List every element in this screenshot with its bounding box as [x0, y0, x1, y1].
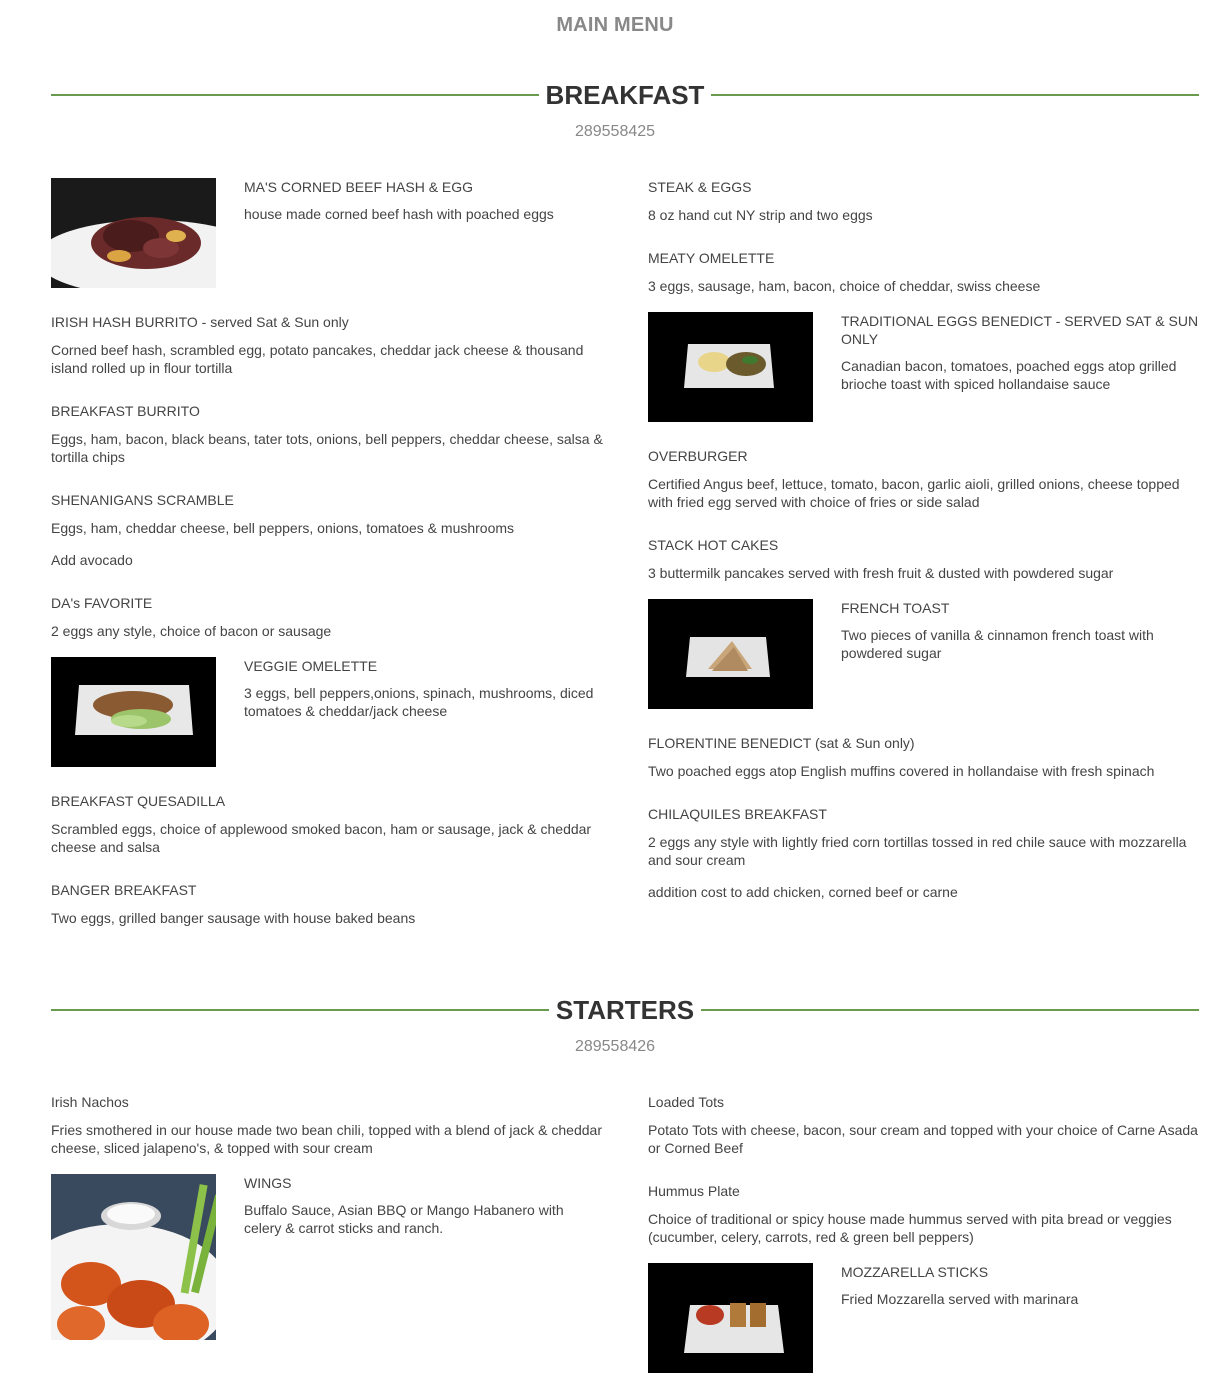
- item-name: Hummus Plate: [648, 1183, 740, 1199]
- menu-item[interactable]: [51, 491, 603, 569]
- menu-item[interactable]: [648, 249, 1200, 295]
- item-description: Choice of traditional or spicy house made hummus served with pita bread or veggies (cucumber, celery, carrots, red & green bell peppers): [648, 1211, 1172, 1245]
- menu-item[interactable]: [648, 805, 1200, 901]
- menu-item[interactable]: [648, 599, 1200, 709]
- divider: [51, 94, 539, 96]
- item-description: 2 eggs any style with lightly fried corn tortillas tossed in red chile sauce with mozzarella and sour cream: [648, 834, 1187, 868]
- menu-item[interactable]: [51, 402, 603, 466]
- starters-right-column: [648, 1093, 1200, 1373]
- menu-item[interactable]: [51, 1093, 603, 1157]
- menu-item[interactable]: [648, 312, 1200, 422]
- item-name: DA's FAVORITE: [51, 595, 153, 611]
- breakfast-right-column: [648, 178, 1200, 901]
- section-id: 289558425: [574, 123, 656, 140]
- item-photo-eggs-benedict: [648, 312, 813, 422]
- menu-item[interactable]: [648, 1093, 1200, 1157]
- item-description: 3 buttermilk pancakes served with fresh fruit & dusted with powdered sugar: [648, 565, 1114, 581]
- item-name: MEATY OMELETTE: [648, 250, 775, 266]
- item-name: TRADITIONAL EGGS BENEDICT - SERVED SAT & SUN ONLY: [841, 313, 1199, 347]
- item-name: IRISH HASH BURRITO - served Sat & Sun only: [51, 314, 349, 330]
- item-photo-veggie-omelette: [51, 657, 216, 767]
- section-title: BREAKFAST: [545, 80, 705, 110]
- item-name: MOZZARELLA STICKS: [841, 1264, 989, 1280]
- item-name: FLORENTINE BENEDICT (sat & Sun only): [648, 735, 915, 751]
- item-name: SHENANIGANS SCRAMBLE: [51, 492, 234, 508]
- item-photo-french-toast: [648, 599, 813, 709]
- item-description: 3 eggs, bell peppers,onions, spinach, mushrooms, diced tomatoes & cheddar/jack cheese: [244, 685, 594, 719]
- menu-item[interactable]: [51, 313, 603, 377]
- menu-item[interactable]: [648, 178, 1200, 224]
- item-description: Scrambled eggs, choice of applewood smoked bacon, ham or sausage, jack & cheddar cheese and salsa: [51, 821, 592, 855]
- item-name: STACK HOT CAKES: [648, 537, 779, 553]
- item-name: FRENCH TOAST: [841, 600, 950, 616]
- menu-item[interactable]: [51, 657, 603, 767]
- divider: [711, 94, 1199, 96]
- item-description: 3 eggs, sausage, ham, bacon, choice of cheddar, swiss cheese: [648, 278, 1041, 294]
- item-name: STEAK & EGGS: [648, 179, 752, 195]
- menu-item[interactable]: [648, 447, 1200, 511]
- item-description: Two eggs, grilled banger sausage with house baked beans: [51, 910, 416, 926]
- divider: [51, 1009, 549, 1011]
- menu-item[interactable]: [51, 1174, 603, 1340]
- item-description: Fried Mozzarella served with marinara: [841, 1291, 1079, 1307]
- item-description: Buffalo Sauce, Asian BBQ or Mango Habanero with celery & carrot sticks and ranch.: [244, 1202, 564, 1236]
- item-photo-mozzarella-sticks: [648, 1263, 813, 1373]
- item-description: Eggs, ham, bacon, black beans, tater tots, onions, bell peppers, cheddar cheese, salsa & tortilla chips: [51, 431, 603, 465]
- page-title: MAIN MENU: [556, 14, 674, 36]
- item-name: Loaded Tots: [648, 1094, 725, 1110]
- item-name: BREAKFAST BURRITO: [51, 403, 200, 419]
- item-name: OVERBURGER: [648, 448, 748, 464]
- item-description: 8 oz hand cut NY strip and two eggs: [648, 207, 873, 223]
- item-description: Certified Angus beef, lettuce, tomato, bacon, garlic aioli, grilled onions, cheese topped with fried egg served with choice of fries or side salad: [648, 476, 1180, 510]
- menu-item[interactable]: [648, 1182, 1200, 1246]
- item-description: Corned beef hash, scrambled egg, potato pancakes, cheddar jack cheese & thousand island rolled up in flour tortilla: [51, 342, 584, 376]
- item-name: WINGS: [244, 1175, 292, 1191]
- section-header-starters: [51, 993, 1199, 1027]
- section-header-breakfast: [51, 78, 1199, 112]
- divider: [701, 1009, 1199, 1011]
- item-addon: addition cost to add chicken, corned beef or carne: [648, 884, 958, 900]
- item-description: Fries smothered in our house made two bean chili, topped with a blend of jack & cheddar cheese, sliced jalapeno's, & topped with sour cream: [51, 1122, 602, 1156]
- item-description: Two pieces of vanilla & cinnamon french toast with powdered sugar: [841, 627, 1154, 661]
- menu-item[interactable]: [51, 178, 603, 288]
- item-description: house made corned beef hash with poached eggs: [244, 206, 554, 222]
- starters-left-column: [51, 1093, 603, 1340]
- item-photo-corned-beef-hash: [51, 178, 216, 288]
- item-photo-wings: [51, 1174, 216, 1340]
- item-description: Eggs, ham, cheddar cheese, bell peppers, onions, tomatoes & mushrooms: [51, 520, 515, 536]
- item-addon: Add avocado: [51, 552, 133, 568]
- item-description: Two poached eggs atop English muffins covered in hollandaise with fresh spinach: [648, 763, 1155, 779]
- section-title: STARTERS: [555, 995, 695, 1025]
- menu-item[interactable]: [648, 536, 1200, 582]
- item-name: Irish Nachos: [51, 1094, 129, 1110]
- item-description: 2 eggs any style, choice of bacon or sausage: [51, 623, 332, 639]
- breakfast-left-column: [51, 178, 603, 927]
- item-name: VEGGIE OMELETTE: [244, 658, 378, 674]
- item-description: Potato Tots with cheese, bacon, sour cream and topped with your choice of Carne Asada or Corned Beef: [648, 1122, 1198, 1156]
- item-name: BANGER BREAKFAST: [51, 882, 197, 898]
- menu-item[interactable]: [648, 734, 1200, 780]
- item-name: CHILAQUILES BREAKFAST: [648, 806, 827, 822]
- item-name: BREAKFAST QUESADILLA: [51, 793, 226, 809]
- menu-item[interactable]: [648, 1263, 1200, 1373]
- section-id: 289558426: [574, 1038, 656, 1055]
- item-name: MA'S CORNED BEEF HASH & EGG: [244, 179, 474, 195]
- menu-item[interactable]: [51, 881, 603, 927]
- menu-item[interactable]: [51, 792, 603, 856]
- menu-item[interactable]: [51, 594, 603, 640]
- item-description: Canadian bacon, tomatoes, poached eggs atop grilled brioche toast with spiced hollandaise sauce: [841, 358, 1177, 392]
